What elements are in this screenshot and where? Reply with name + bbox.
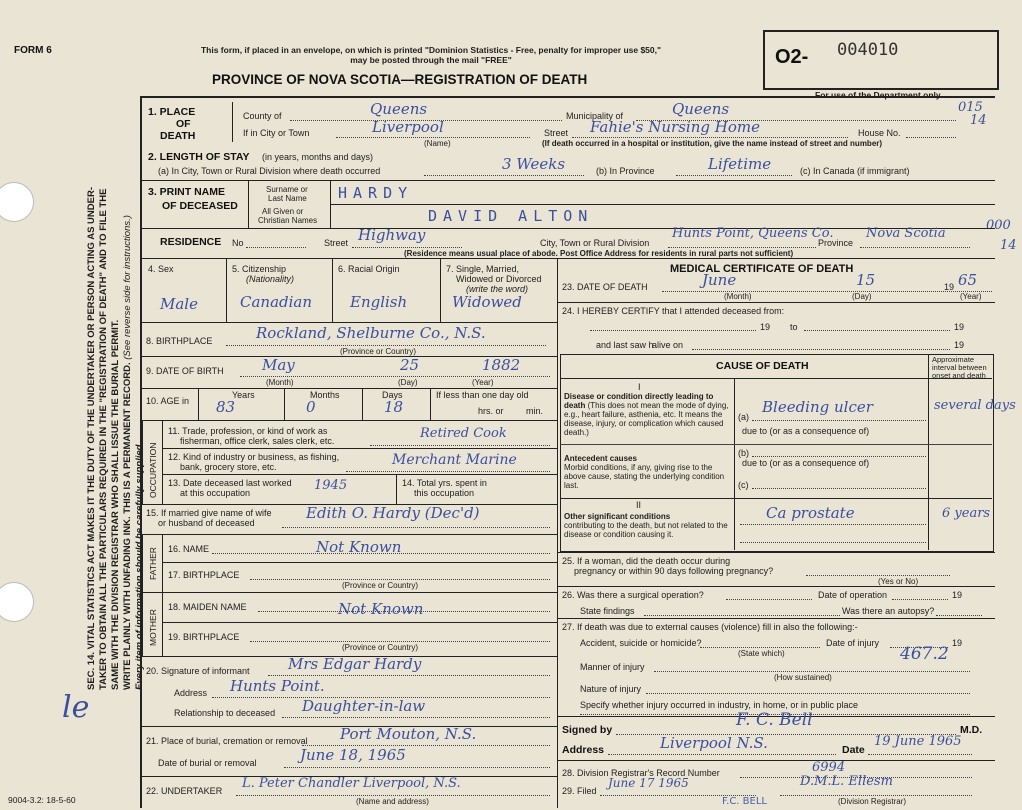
res-city-label: City, Town or Rural Division xyxy=(540,238,650,248)
s2-label: 2. LENGTH OF STAY xyxy=(148,151,250,163)
yes-no-sub: (Yes or No) xyxy=(878,577,919,586)
dept-code-2: 14 xyxy=(970,113,987,128)
cert-address-value: Liverpool N.S. xyxy=(660,734,768,752)
due-a: (a) xyxy=(738,412,749,422)
burial-date-value: June 18, 1965 xyxy=(300,746,406,764)
age-years: 83 xyxy=(216,398,236,416)
given-label-1: All Given or xyxy=(262,207,304,216)
street-value: Fahie's Nursing Home xyxy=(590,118,760,136)
s12-label: 12. Kind of industry or business, as fishing, xyxy=(168,452,340,462)
s14b-label: this occupation xyxy=(414,488,475,498)
s11-label: 11. Trade, profession, or kind of work as xyxy=(168,426,328,436)
s24-alive: alive on xyxy=(652,340,684,350)
form-title: PROVINCE OF NOVA SCOTIA—REGISTRATION OF DEATH xyxy=(212,72,588,87)
injury-19: 19 xyxy=(952,638,963,648)
trade-value: Retired Cook xyxy=(420,426,507,441)
op-19: 19 xyxy=(952,590,963,600)
s24-to: to xyxy=(790,322,798,332)
age-months: 0 xyxy=(306,398,316,416)
state-which-sub: (State which) xyxy=(738,649,785,658)
header-note: This form, if placed in an envelope, on which is printed "Dominion Statistics - Free, penalty for improper use $50," may be posted through the mail "FREE" xyxy=(200,45,662,65)
mother-label: MOTHER xyxy=(148,609,158,646)
margin-mark: le xyxy=(62,690,90,725)
dept-code-4: 14 xyxy=(1000,238,1017,253)
filed-value: June 17 1965 xyxy=(608,776,689,790)
surname-value: HARDY xyxy=(338,184,414,202)
res-city-value: Hunts Point, Queens Co. xyxy=(672,226,834,241)
s15-label: 15. If married give name of wife xyxy=(146,508,272,518)
interval-label: Approximate interval between onset and death xyxy=(932,355,987,380)
hrs-label: hrs. or xyxy=(478,406,504,416)
div-registrar-sub: (Division Registrar) xyxy=(838,797,907,806)
marital-value: Widowed xyxy=(452,293,522,311)
s7c-label: (write the word) xyxy=(466,284,529,294)
date-injury-label: Date of injury xyxy=(826,638,880,648)
due-b: (b) xyxy=(738,448,749,458)
birthplace-sub: (Province or Country) xyxy=(340,347,417,356)
cause-a-value: Bleeding ulcer xyxy=(762,398,873,416)
nature-label: Nature of injury xyxy=(580,684,642,694)
res-no-label: No xyxy=(232,238,244,248)
s2b-label: (b) In Province xyxy=(596,166,655,176)
dob-day: 25 xyxy=(400,356,420,374)
record-no-value: 6994 xyxy=(812,760,846,775)
s2a-label: (a) In City, Town or Rural Division where death occurred xyxy=(158,166,381,176)
surname-label-2: Last Name xyxy=(268,194,307,203)
s1-label-of: OF xyxy=(176,118,191,130)
res-province-value: Nova Scotia xyxy=(866,226,946,241)
s15b-label: or husband of deceased xyxy=(158,518,255,528)
last-worked-value: 1945 xyxy=(314,478,348,493)
relationship-label: Relationship to deceased xyxy=(174,708,276,718)
less-day-label: If less than one day old xyxy=(436,390,529,400)
burial-date-label: Date of burial or removal xyxy=(158,758,257,768)
s8-label: 8. BIRTHPLACE xyxy=(146,336,213,346)
registration-number-box xyxy=(763,30,999,90)
reg-number: 004010 xyxy=(837,40,899,60)
s6-label: 6. Racial Origin xyxy=(338,264,400,274)
months-label: Months xyxy=(310,390,340,400)
state-findings-label: State findings xyxy=(580,606,635,616)
s9-label: 9. DATE OF BIRTH xyxy=(146,366,224,376)
other-interval-value: 6 years xyxy=(942,506,991,521)
s26-label: 26. Was there a surgical operation? xyxy=(562,590,704,600)
signed-by-label: Signed by xyxy=(562,724,613,736)
signed-by-value: F. C. Bell xyxy=(736,710,813,730)
relationship-value: Daughter-in-law xyxy=(302,697,426,715)
res-street-value: Highway xyxy=(358,226,426,244)
res-street-label: Street xyxy=(324,238,349,248)
s19-label: 19. BIRTHPLACE xyxy=(168,632,240,642)
father-label: FATHER xyxy=(148,547,158,580)
disease-label: Disease or condition directly leading to death (This does not mean the mode of dying, e.g., heart failure, asthenia, etc. It means the disease, injury, or complication which caused death.) xyxy=(564,392,729,437)
form-number: FORM 6 xyxy=(14,45,52,56)
street-label: Street xyxy=(544,128,569,138)
occupation-label: OCCUPATION xyxy=(148,442,158,498)
s4-label: 4. Sex xyxy=(148,264,174,274)
registrar-value: D.M.L. Ellesm xyxy=(800,774,893,789)
given-value: DAVID ALTON xyxy=(428,207,594,225)
s23-label: 23. DATE OF DEATH xyxy=(562,282,648,292)
s16-label: 16. NAME xyxy=(168,544,210,554)
s24-19c: 19 xyxy=(954,340,965,350)
s2-note: (in years, months and days) xyxy=(262,152,374,162)
s24-19a: 19 xyxy=(760,322,771,332)
s5b-label: (Nationality) xyxy=(246,274,295,284)
s1-label-death: DEATH xyxy=(160,130,196,142)
print-code: 9004-3.2: 18-5-60 xyxy=(8,795,76,805)
manner-code: 467.2 xyxy=(900,644,949,664)
s25-label: 25. If a woman, did the death occur during xyxy=(562,556,731,566)
due-c: (c) xyxy=(738,480,749,490)
mother-name-value: Not Known xyxy=(338,600,424,618)
city-label: If in City or Town xyxy=(243,128,310,138)
age-days: 18 xyxy=(384,398,404,416)
industry-value: Merchant Marine xyxy=(392,452,517,468)
side-instructions: SEC. 14. VITAL STATISTICS ACT MAKES IT THE DUTY OF THE UNDERTAKER OR PERSON ACTING AS UNDER- TAKER TO OBTAIN ALL THE PARTICULARS REQUIRED IN THE "REGISTRATION OF DEATH" AND TO FILE THE SAME WITH THE DIVISION REGISTRAR WHO SHALL ISSUE THE BURIAL PERMIT. WRITE PLAINLY WITH UNFADING INK. THIS IS A PERMANENT RECORD. (See reverse side for instructions.) Every item of information should be carefully supplied. xyxy=(86,187,145,690)
accident-label: Accident, suicide or homicide? xyxy=(580,638,702,648)
other-conditions-label: Other significant conditions contributing to the death, but not related to the disease or condition causing it. xyxy=(564,512,728,539)
roman-2: II xyxy=(636,500,642,510)
stay-province: Lifetime xyxy=(708,155,772,173)
house-no-label: House No. xyxy=(858,128,901,138)
s17-label: 17. BIRTHPLACE xyxy=(168,570,240,580)
cert-date-value: 19 June 1965 xyxy=(874,734,962,749)
death-year-sub: (Year) xyxy=(960,292,982,301)
s13b-label: at this occupation xyxy=(180,488,251,498)
s25b-label: pregnancy or within 90 days following pregnancy? xyxy=(574,566,774,576)
md-label: M.D. xyxy=(960,724,983,736)
s24-label: 24. I HEREBY CERTIFY that I attended deceased from: xyxy=(562,306,785,316)
racial-value: English xyxy=(350,293,408,311)
due-to-1: due to (or as a consequence of) xyxy=(742,426,870,436)
spouse-value: Edith O. Hardy (Dec'd) xyxy=(306,504,480,522)
s24-19b: 19 xyxy=(954,322,965,332)
days-label: Days xyxy=(382,390,403,400)
death-month: June xyxy=(702,271,737,289)
res-note: (Residence means usual place of abode. Post Office Address for residents in rural parts not sufficient) xyxy=(404,249,794,258)
sex-value: Male xyxy=(160,295,198,313)
s11b-label: fisherman, office clerk, sales clerk, etc. xyxy=(180,436,335,446)
dept-code-1: 015 xyxy=(958,100,983,115)
roman-1: I xyxy=(638,382,641,392)
s7b-label: Widowed or Divorced xyxy=(456,274,542,284)
s20-label: 20. Signature of informant xyxy=(146,666,250,676)
how-sustained-sub: (How sustained) xyxy=(774,673,832,682)
father-name-value: Not Known xyxy=(316,538,402,556)
date-op-label: Date of operation xyxy=(818,590,888,600)
burial-place-value: Port Mouton, N.S. xyxy=(340,725,477,743)
s12b-label: bank, grocery store, etc. xyxy=(180,462,277,472)
autopsy-label: Was there an autopsy? xyxy=(842,606,935,616)
s5-label: 5. Citizenship xyxy=(232,264,287,274)
s21-label: 21. Place of burial, cremation or removal xyxy=(146,736,308,746)
undertaker-sub: (Name and address) xyxy=(356,797,429,806)
s14-label: 14. Total yrs. spent in xyxy=(402,478,487,488)
municipality-label: Municipality of xyxy=(566,111,624,121)
res-province-label: Province xyxy=(818,238,854,248)
other-conditions-value: Ca prostate xyxy=(766,504,855,522)
punch-hole-top xyxy=(0,182,34,222)
s18-label: 18. MAIDEN NAME xyxy=(168,602,247,612)
s3-label: 3. PRINT NAME xyxy=(148,186,226,198)
cause-a-interval: several days xyxy=(934,398,1016,413)
residence-label: RESIDENCE xyxy=(160,236,222,248)
cert-address-label: Address xyxy=(562,744,605,756)
dept-use: For use of the Department only xyxy=(815,90,941,100)
informant-address-value: Hunts Point. xyxy=(230,677,325,695)
min-label: min. xyxy=(526,406,544,416)
s2c-label: (c) In Canada (if immigrant) xyxy=(800,166,910,176)
med-title: MEDICAL CERTIFICATE OF DEATH xyxy=(670,263,854,275)
stamp: F.C. BELL xyxy=(722,796,767,807)
stay-local: 3 Weeks xyxy=(502,155,566,173)
death-day-sub: (Day) xyxy=(852,292,872,301)
s28-label: 28. Division Registrar's Record Number xyxy=(562,768,720,778)
death-month-sub: (Month) xyxy=(724,292,752,301)
s27-label: 27. If death was due to external causes (violence) fill in also the following:- xyxy=(562,622,858,632)
cause-title: CAUSE OF DEATH xyxy=(716,360,809,372)
s29-label: 29. Filed xyxy=(562,786,597,796)
death-year: 65 xyxy=(958,271,978,289)
death-19: 19 xyxy=(944,282,955,292)
s24-last: and last saw h xyxy=(596,340,654,350)
informant-address-label: Address xyxy=(174,688,208,698)
s13-label: 13. Date deceased last worked xyxy=(168,478,292,488)
cert-date-label: Date xyxy=(842,744,865,756)
dob-month: May xyxy=(262,356,295,374)
s3-label-b: OF DECEASED xyxy=(162,200,238,212)
county-label: County of xyxy=(243,111,282,121)
reg-prefix: O2- xyxy=(775,46,809,68)
s10-label: 10. AGE in xyxy=(146,396,190,406)
dob-year: 1882 xyxy=(482,356,521,374)
punch-hole-bottom xyxy=(0,582,34,622)
city-value: Liverpool xyxy=(372,118,444,136)
s7-label: 7. Single, Married, xyxy=(446,264,520,274)
specify-label: Specify whether injury occurred in industry, in home, or in public place xyxy=(580,700,858,710)
dob-year-sub: (Year) xyxy=(472,378,494,387)
dept-code-3: 000 xyxy=(986,218,1011,233)
manner-label: Manner of injury xyxy=(580,662,645,672)
surname-label-1: Surname or xyxy=(266,185,308,194)
mother-bp-sub: (Province or Country) xyxy=(342,643,419,652)
death-day: 15 xyxy=(856,271,876,289)
informant-value: Mrs Edgar Hardy xyxy=(288,655,422,673)
given-label-2: Christian Names xyxy=(258,216,318,225)
due-to-2: due to (or as a consequence of) xyxy=(742,458,870,468)
county-value: Queens xyxy=(370,100,428,118)
dob-month-sub: (Month) xyxy=(266,378,294,387)
municipality-value: Queens xyxy=(672,100,730,118)
birthplace-value: Rockland, Shelburne Co., N.S. xyxy=(256,324,486,342)
citizenship-value: Canadian xyxy=(240,293,313,311)
s1-label: 1. PLACE xyxy=(148,106,196,118)
years-label: Years xyxy=(232,390,255,400)
dob-day-sub: (Day) xyxy=(398,378,418,387)
s22-label: 22. UNDERTAKER xyxy=(146,786,223,796)
hospital-note: (If death occurred in a hospital or institution, give the name instead of street and number) xyxy=(542,139,883,148)
name-sub: (Name) xyxy=(424,139,451,148)
undertaker-value: L. Peter Chandler Liverpool, N.S. xyxy=(242,776,461,791)
antecedent-label: Antecedent causes Morbid conditions, if any, giving rise to the above cause, stating the underlying condition last. xyxy=(564,454,725,490)
father-bp-sub: (Province or Country) xyxy=(342,581,419,590)
